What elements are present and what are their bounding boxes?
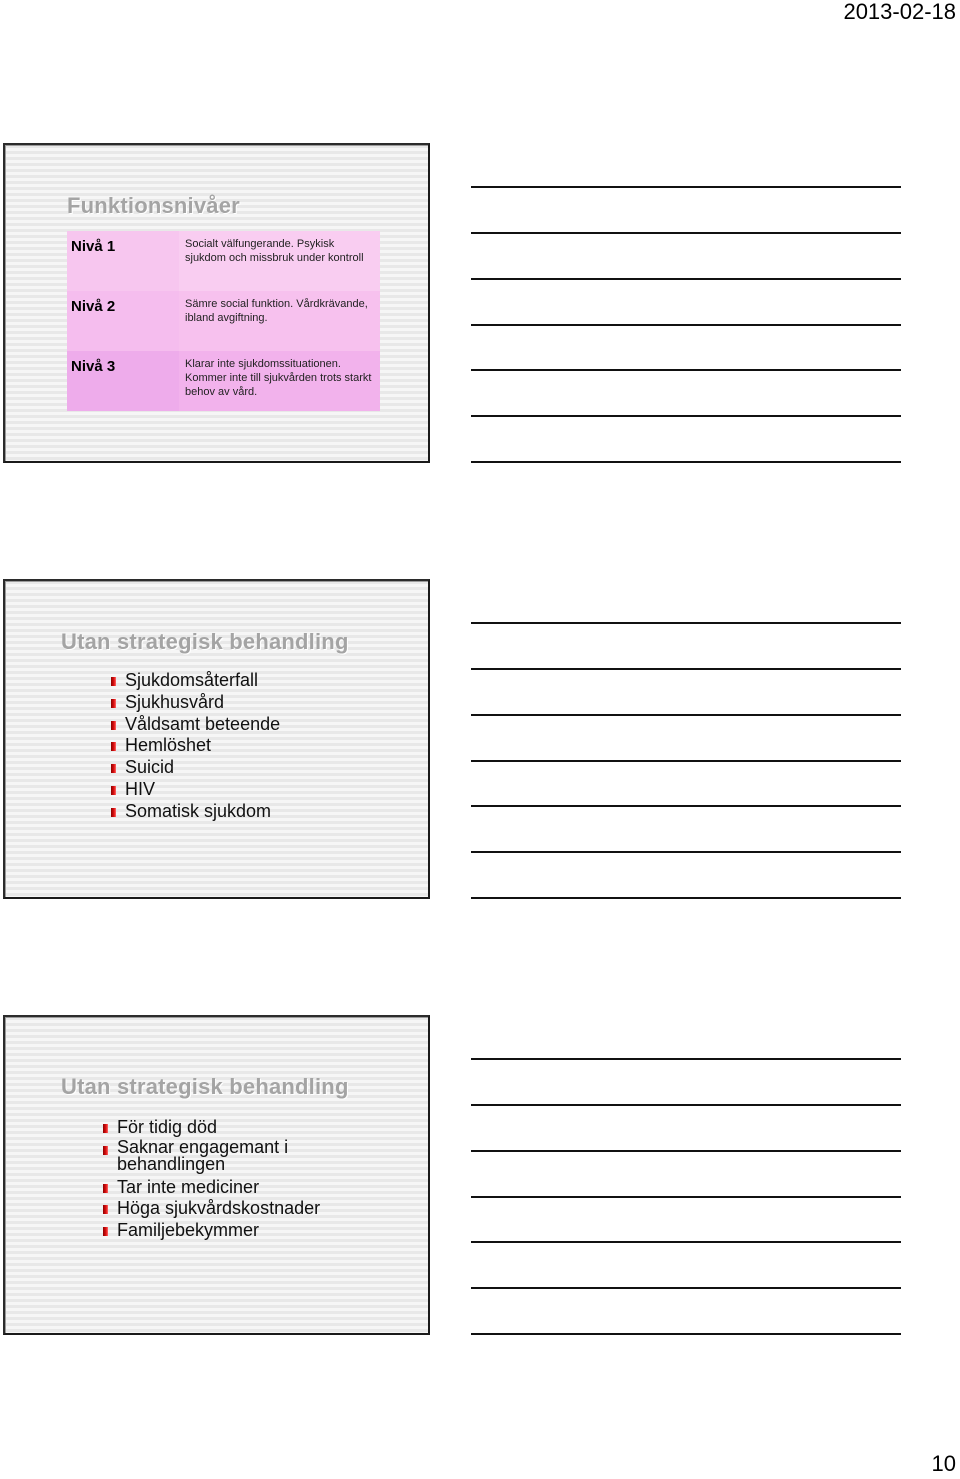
note-line: [471, 1241, 901, 1243]
list-item: Saknar engagemant i behandlingen: [103, 1139, 317, 1177]
note-line: [471, 760, 901, 762]
bullet-icon: [103, 1184, 108, 1193]
bullet-icon: [111, 786, 116, 795]
level-name: Nivå 1: [67, 231, 179, 291]
note-line: [471, 324, 901, 326]
page-number: 10: [931, 1451, 956, 1476]
list-item: Våldsamt beteende: [111, 714, 280, 736]
bullet-icon: [111, 721, 116, 730]
note-line: [471, 461, 901, 463]
note-line: [471, 622, 901, 624]
list-item: Familjebekymmer: [103, 1220, 320, 1242]
note-line: [471, 1058, 901, 1060]
list-item: Höga sjukvårdskostnader: [103, 1198, 320, 1220]
note-line: [471, 897, 901, 899]
level-row: [67, 231, 380, 291]
bullet-icon: [103, 1146, 108, 1155]
note-line: [471, 278, 901, 280]
note-line: [471, 1287, 901, 1289]
note-line: [471, 805, 901, 807]
bullet-list: [103, 1117, 320, 1241]
note-line: [471, 1150, 901, 1152]
slide-thumbnail-3: [3, 1015, 430, 1335]
list-item: För tidig död: [103, 1117, 320, 1139]
level-name: Nivå 2: [67, 291, 179, 351]
level-name: Nivå 3: [67, 351, 179, 411]
level-description: Socialt välfungerande. Psykisk sjukdom och missbruk under kontroll: [179, 231, 380, 291]
header-date: 2013-02-18: [843, 0, 956, 24]
note-line: [471, 232, 901, 234]
list-item: Sjukdomsåterfall: [111, 670, 280, 692]
bullet-icon: [103, 1124, 108, 1133]
note-line: [471, 1104, 901, 1106]
bullet-icon: [111, 677, 116, 686]
note-line: [471, 1333, 901, 1335]
list-item: Tar inte mediciner: [103, 1177, 320, 1199]
note-line: [471, 714, 901, 716]
slide-title: Utan strategisk behandling: [61, 1074, 349, 1099]
level-row: [67, 351, 380, 411]
bullet-icon: [103, 1227, 108, 1236]
list-item: Suicid: [111, 757, 280, 779]
slide-title: Funktionsnivåer: [67, 193, 240, 218]
note-line: [471, 186, 901, 188]
bullet-icon: [111, 699, 116, 708]
note-line: [471, 668, 901, 670]
slide-thumbnail-2: [3, 579, 430, 899]
list-item: HIV: [111, 779, 280, 801]
note-line: [471, 415, 901, 417]
note-line: [471, 851, 901, 853]
level-description: Sämre social funktion. Vårdkrävande, ibland avgiftning.: [179, 291, 380, 351]
bullet-icon: [103, 1205, 108, 1214]
level-description: Klarar inte sjukdomssituationen. Kommer inte till sjukvården trots starkt behov av vård.: [179, 351, 380, 411]
bullet-icon: [111, 764, 116, 773]
levels-table: [67, 231, 380, 411]
list-item: Somatisk sjukdom: [111, 801, 280, 823]
note-line: [471, 1196, 901, 1198]
bullet-list: [111, 670, 280, 823]
slide-thumbnail-1: [3, 143, 430, 463]
list-item: Hemlöshet: [111, 735, 280, 757]
note-line: [471, 369, 901, 371]
bullet-icon: [111, 742, 116, 751]
list-item: Sjukhusvård: [111, 692, 280, 714]
level-row: [67, 291, 380, 351]
bullet-icon: [111, 808, 116, 817]
slide-title: Utan strategisk behandling: [61, 629, 349, 654]
